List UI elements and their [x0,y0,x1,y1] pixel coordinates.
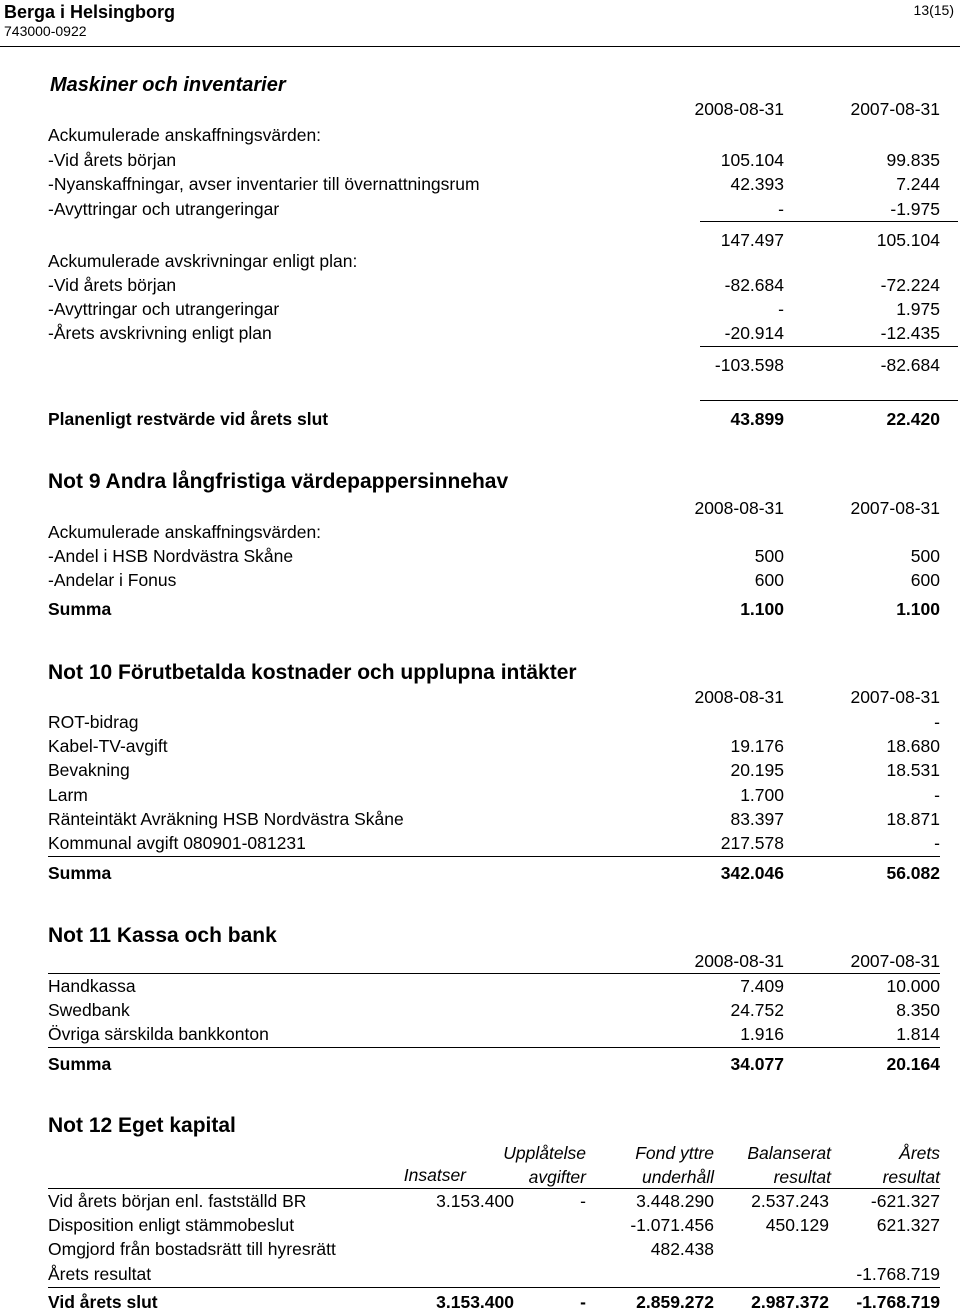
col-header-upplatelse: Upplåtelse avgifter [503,1143,586,1187]
note11-title: Not 11 Kassa och bank [48,924,277,947]
subtotal-rule [700,221,958,222]
total-row: Planenligt restvärde vid årets slut 43.899 22.420 [48,409,940,429]
table-row: Vid årets början enl. fastställd BR 3.153.400 - 3.448.290 2.537.243 -621.327 [48,1191,940,1211]
table-row: Kabel-TV-avgift 19.176 18.680 [48,736,940,756]
org-number: 743000-0922 [4,23,87,39]
col-header-arets: Årets resultat [882,1143,940,1187]
table-row: -Avyttringar och utrangeringar - 1.975 [48,299,940,319]
table-row: ROT-bidrag - [48,712,940,732]
machines-title: Maskiner och inventarier [50,74,286,96]
table-row: -Andel i HSB Nordvästra Skåne 500 500 [48,546,940,566]
table-row: -Andelar i Fonus 600 600 [48,570,940,590]
machines-col-headers [48,98,940,120]
note11-col-headers: 2008-08-31 2007-08-31 [694,951,940,971]
table-row: Omgjord från bostadsrätt till hyresrätt 482.438 [48,1239,714,1259]
header-rule [48,973,940,974]
subtotal-row: -103.598 -82.684 [714,355,940,375]
subtotal-row: 147.497 105.104 [720,230,940,250]
table-row: Disposition enligt stämmobeslut -1.071.456 450.129 621.327 [48,1215,940,1235]
col-header-insatser: Insatser [403,1165,466,1185]
table-row: Övriga särskilda bankkonton 1.916 1.814 [48,1024,940,1044]
table-row: Swedbank 24.752 8.350 [48,1000,940,1020]
table-row: -Årets avskrivning enligt plan -20.914 -12.435 [48,323,940,343]
table-row: -Vid årets början 105.104 99.835 [48,150,940,170]
header-rule [48,1188,940,1189]
table-row: -Vid årets början -82.684 -72.224 [48,275,940,295]
total-row: Summa 342.046 56.082 [48,863,940,883]
table-row: Bevakning 20.195 18.531 [48,760,940,780]
total-row: Summa 34.077 20.164 [48,1054,940,1074]
header-rule [0,46,960,47]
total-rule [700,400,958,401]
total-row: Summa 1.100 1.100 [48,599,940,619]
table-row: Årets resultat -1.768.719 [48,1264,940,1284]
total-row: Vid årets slut 3.153.400 - 2.859.272 2.987.372 -1.768.719 [48,1292,940,1312]
subtotal-rule [700,346,958,347]
col-header-2007: 2007-08-31 [850,99,940,119]
table-row: Ackumulerade avskrivningar enligt plan: [48,251,358,271]
table-row: -Nyanskaffningar, avser inventarier till övernattningsrum 42.393 7.244 [48,174,940,194]
table-row: Ackumulerade anskaffningsvärden: [48,125,322,145]
table-row: -Avyttringar och utrangeringar - -1.975 [48,199,940,219]
note10-title: Not 10 Förutbetalda kostnader och upplupna intäkter [48,661,577,684]
page-number: 13(15) [913,2,954,18]
note9-title: Not 9 Andra långfristiga värdepappersinnehav [48,470,509,493]
table-row: Ackumulerade anskaffningsvärden: [48,522,322,542]
col-header-balanserat: Balanserat resultat [747,1143,831,1187]
table-row: Kommunal avgift 080901-081231 217.578 - [48,833,940,853]
note9-col-headers: 2008-08-31 2007-08-31 [694,498,940,518]
total-rule [48,1047,940,1048]
note10-col-headers: 2008-08-31 2007-08-31 [694,687,940,707]
total-rule [48,856,940,857]
col-header-fond: Fond yttre underhåll [635,1143,714,1187]
document-title: Berga i Helsingborg [4,2,176,22]
table-row: Handkassa 7.409 10.000 [48,976,940,996]
table-row: Larm 1.700 - [48,785,940,805]
note12-title: Not 12 Eget kapital [48,1114,236,1137]
table-row: Ränteintäkt Avräkning HSB Nordvästra Skåne 83.397 18.871 [48,809,940,829]
col-header-2008: 2008-08-31 [694,99,784,119]
total-rule [48,1287,940,1288]
